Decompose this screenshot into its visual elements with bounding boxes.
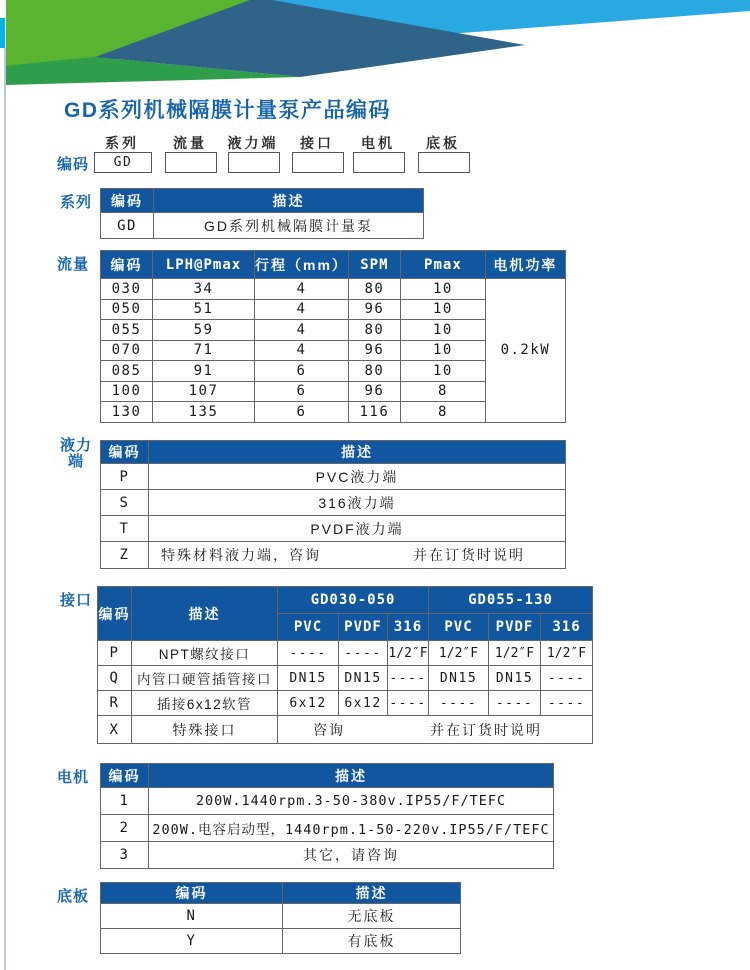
field-label-motor: 电机: [361, 135, 395, 151]
table-cell: 96: [348, 381, 400, 402]
table-cell: 1: [101, 788, 149, 815]
code-field-series: [94, 152, 152, 173]
field-label-hydraulic: 液力端: [227, 135, 279, 151]
column-header: 行程（mm）: [255, 251, 349, 279]
page-edge-line: [4, 48, 6, 970]
table-cell: 3: [101, 842, 149, 869]
table-cell: DN15: [339, 666, 388, 691]
table-cell: 6: [255, 402, 349, 423]
code-field-base: [418, 152, 470, 173]
column-header: 描述: [132, 587, 278, 641]
interface-table: [97, 586, 593, 744]
table-cell: ----: [388, 691, 429, 716]
table-cell: 10: [400, 320, 485, 341]
column-header: 编码: [101, 251, 153, 279]
table-row: [101, 815, 554, 842]
table-row: [98, 716, 593, 744]
table-cell: Y: [101, 929, 283, 954]
table-cell: Z: [101, 542, 149, 569]
column-header: 编码: [101, 883, 283, 904]
series-section-label: 系列: [60, 194, 93, 211]
column-header: 编码: [101, 764, 149, 788]
table-row: [101, 516, 566, 542]
series-table: [100, 188, 424, 239]
table-cell: 1/2″F: [489, 641, 541, 666]
table-cell: 050: [101, 299, 153, 320]
table-header-row: [101, 764, 554, 788]
column-header: 编码: [98, 587, 132, 641]
table-cell: 6: [255, 381, 349, 402]
table-row: [98, 666, 593, 691]
table-cell: R: [98, 691, 132, 716]
table-cell: 135: [153, 402, 255, 423]
field-label-series: 系列: [105, 135, 139, 151]
table-cell: ----: [278, 641, 339, 666]
table-cell: 055: [101, 320, 153, 341]
code-builder-label: 编码: [57, 156, 90, 173]
table-cell: GD系列机械隔膜计量泵: [154, 213, 424, 239]
table-cell: ----: [541, 691, 593, 716]
column-header: SPM: [348, 251, 400, 279]
table-cell: 96: [348, 340, 400, 361]
table-cell: 插接6x12软管: [132, 691, 278, 716]
table-cell: ----: [489, 691, 541, 716]
base-plate-table: [100, 882, 461, 954]
table-cell: 8: [400, 381, 485, 402]
flow-section-label: 流量: [57, 256, 90, 273]
table-cell: 116: [348, 402, 400, 423]
interface-section-label: 接口: [60, 592, 93, 609]
table-cell: DN15: [429, 666, 489, 691]
table-cell: 10: [400, 299, 485, 320]
table-cell: 特殊接口: [132, 716, 278, 744]
table-cell: 71: [153, 340, 255, 361]
table-cell: ----: [429, 691, 489, 716]
table-cell: 130: [101, 402, 153, 423]
code-field-flow: [165, 152, 217, 173]
table-cell: 4: [255, 340, 349, 361]
table-cell: 316液力端: [149, 490, 566, 516]
column-header: 描述: [149, 441, 566, 464]
table-cell: NPT螺纹接口: [132, 641, 278, 666]
table-cell: X: [98, 716, 132, 744]
column-header: 316: [388, 614, 429, 641]
table-row: [101, 929, 461, 954]
table-row: [101, 842, 554, 869]
table-cell: 070: [101, 340, 153, 361]
table-cell: 4: [255, 320, 349, 341]
table-row: [101, 279, 566, 300]
table-cell: 51: [153, 299, 255, 320]
table-cell: P: [98, 641, 132, 666]
table-cell: 030: [101, 279, 153, 300]
column-header: 描述: [154, 189, 424, 213]
table-row: [101, 464, 566, 490]
table-row: [101, 788, 554, 815]
code-field-interface: [292, 152, 344, 173]
table-header-row: [98, 587, 593, 614]
field-label-flow: 流量: [173, 135, 207, 151]
table-cell: 6x12: [339, 691, 388, 716]
table-cell: ----: [339, 641, 388, 666]
table-cell: 特殊材料液力端，咨询 并在订货时说明: [149, 542, 566, 569]
motor-power-cell: 0.2kW: [485, 279, 565, 423]
base-section-label: 底板: [57, 888, 90, 905]
motor-table: [100, 763, 554, 869]
table-cell: 6x12: [278, 691, 339, 716]
field-label-base: 底板: [426, 135, 460, 151]
series-code-value: GD: [113, 155, 133, 170]
table-cell: N: [101, 904, 283, 929]
motor-section-label: 电机: [57, 769, 90, 786]
table-cell: 200W.1440rpm.3-50-380v.IP55/F/TEFC: [149, 788, 554, 815]
table-cell: 1/2″F: [388, 641, 429, 666]
column-header: PVC: [429, 614, 489, 641]
table-cell: 80: [348, 279, 400, 300]
column-header: 电机功率: [485, 251, 565, 279]
hydraulic-table: [100, 440, 566, 569]
column-header: 316: [541, 614, 593, 641]
table-row: [98, 641, 593, 666]
table-cell: 10: [400, 361, 485, 382]
column-header: PVDF: [489, 614, 541, 641]
table-cell: S: [101, 490, 149, 516]
table-cell: 91: [153, 361, 255, 382]
table-cell: PVDF液力端: [149, 516, 566, 542]
field-label-interface: 接口: [300, 135, 334, 151]
table-cell: 96: [348, 299, 400, 320]
table-cell: 有底板: [283, 929, 461, 954]
table-row: [101, 490, 566, 516]
code-field-hydraulic: [228, 152, 280, 173]
column-header: 描述: [149, 764, 554, 788]
table-cell: 10: [400, 340, 485, 361]
table-cell: P: [101, 464, 149, 490]
flow-table: [100, 250, 566, 423]
table-cell: 2: [101, 815, 149, 842]
table-cell: 1/2″F: [541, 641, 593, 666]
table-cell: 200W.电容启动型，1440rpm.1-50-220v.IP55/F/TEFC: [149, 815, 554, 842]
table-cell: 107: [153, 381, 255, 402]
table-row: [101, 904, 461, 929]
table-cell: 咨询 并在订货时说明: [278, 716, 593, 744]
hydraulic-section-label: 液力 端: [59, 437, 92, 470]
table-cell: PVC液力端: [149, 464, 566, 490]
table-cell: 34: [153, 279, 255, 300]
table-cell: 59: [153, 320, 255, 341]
table-cell: 其它，请咨询: [149, 842, 554, 869]
table-cell: 80: [348, 361, 400, 382]
table-cell: ----: [388, 666, 429, 691]
table-cell: 4: [255, 279, 349, 300]
table-cell: DN15: [489, 666, 541, 691]
table-cell: 无底板: [283, 904, 461, 929]
table-cell: 80: [348, 320, 400, 341]
table-cell: 8: [400, 402, 485, 423]
table-row: [101, 542, 566, 569]
table-cell: 100: [101, 381, 153, 402]
column-group-header: GD030-050: [278, 587, 429, 614]
column-header: PVC: [278, 614, 339, 641]
table-cell: 10: [400, 279, 485, 300]
table-header-row: [101, 251, 566, 279]
code-field-motor: [353, 152, 405, 173]
page-title: GD系列机械隔膜计量泵产品编码: [64, 99, 391, 122]
column-header: Pmax: [400, 251, 485, 279]
table-row: [98, 691, 593, 716]
table-cell: 1/2″F: [429, 641, 489, 666]
table-cell: DN15: [278, 666, 339, 691]
table-header-row: [101, 441, 566, 464]
table-header-row: [101, 883, 461, 904]
table-cell: GD: [101, 213, 154, 239]
table-cell: 4: [255, 299, 349, 320]
table-cell: ----: [541, 666, 593, 691]
table-header-row: [101, 189, 424, 213]
table-cell: 内管口硬管插管接口: [132, 666, 278, 691]
table-cell: 085: [101, 361, 153, 382]
column-header: PVDF: [339, 614, 388, 641]
column-header: 编码: [101, 189, 154, 213]
table-row: [101, 213, 424, 239]
table-cell: Q: [98, 666, 132, 691]
column-header: LPH@Pmax: [153, 251, 255, 279]
table-cell: 6: [255, 361, 349, 382]
column-group-header: GD055-130: [429, 587, 593, 614]
table-cell: T: [101, 516, 149, 542]
column-header: 编码: [101, 441, 149, 464]
column-header: 描述: [283, 883, 461, 904]
